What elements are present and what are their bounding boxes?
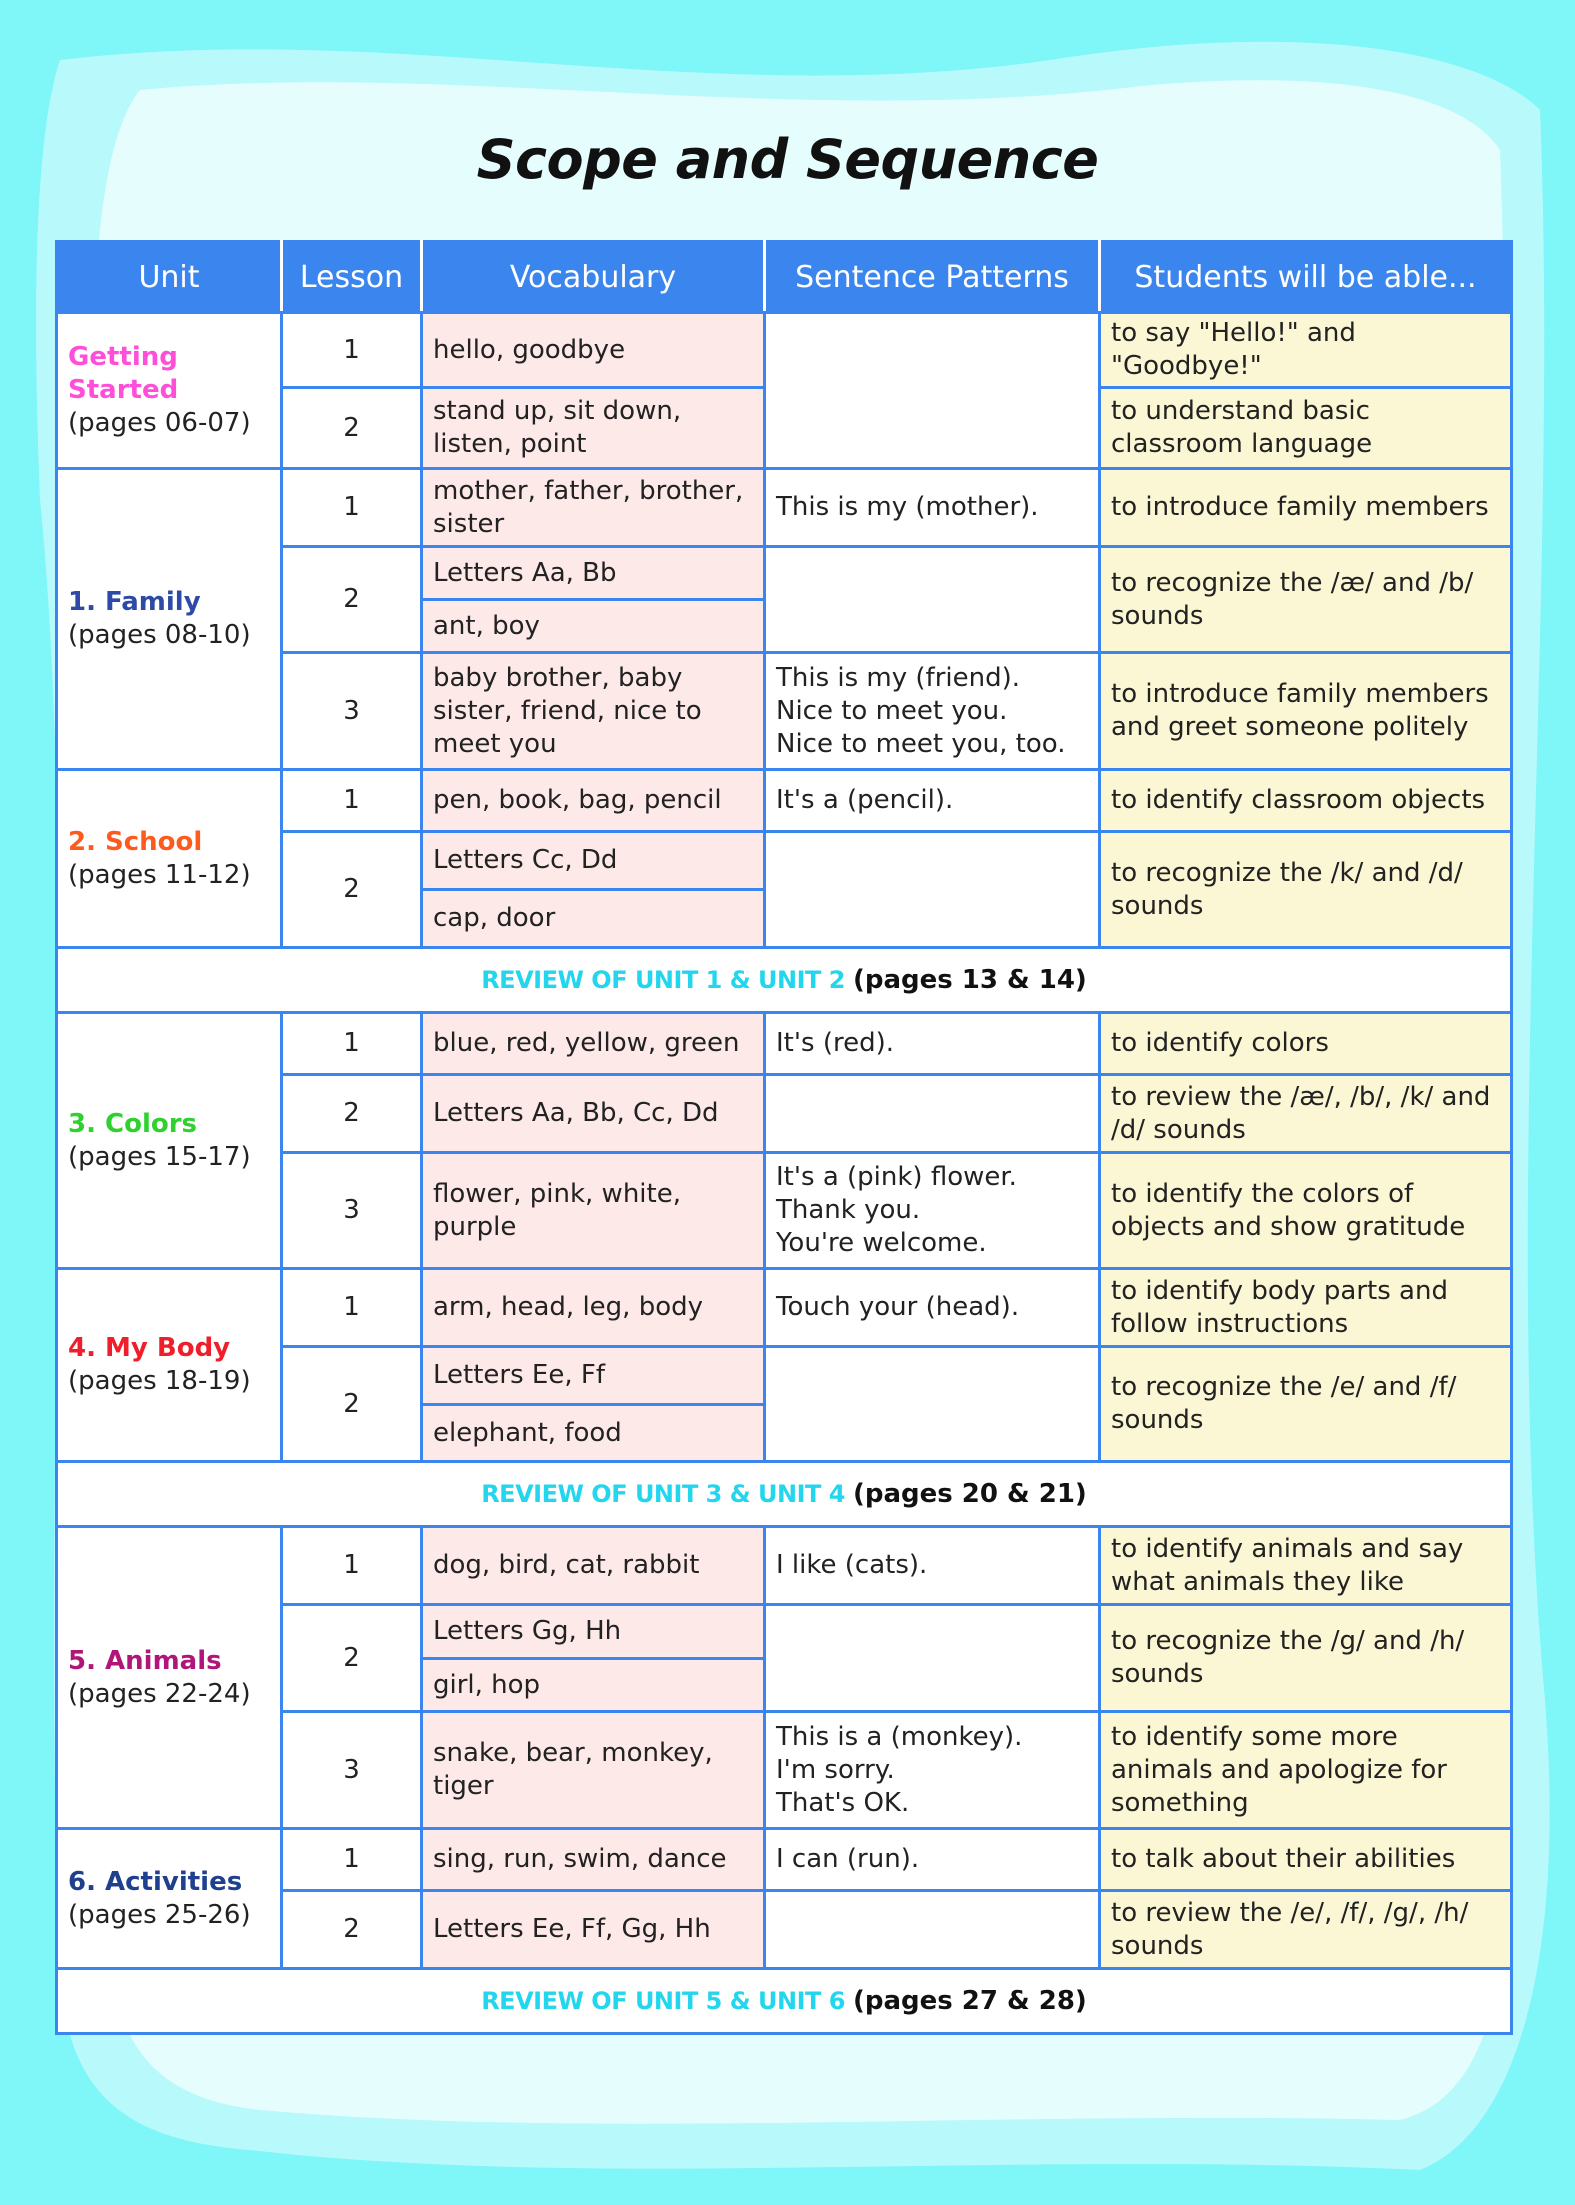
review-pages: (pages 20 & 21) [852,1478,1087,1509]
vocabulary-cell: dog, bird, cat, rabbit [422,1527,765,1605]
lesson-number: 1 [282,469,422,547]
lesson-number: 2 [282,388,422,469]
vocabulary-cell: girl, hop [422,1659,765,1712]
able-cell: to introduce family members [1100,469,1512,547]
able-cell: to identify classroom objects [1100,770,1512,832]
pattern-cell-empty [765,1347,1100,1462]
pattern-cell [765,1269,1100,1347]
lesson-number: 2 [282,1347,422,1462]
unit-pages: (pages 18-19) [68,1366,251,1396]
lesson-number: 2 [282,832,422,948]
unit-name: 6. Activities [68,1866,243,1897]
review-label: REVIEW OF UNIT 5 & UNIT 6 [481,1986,845,2015]
pattern-line: This is a (monkey). [776,1721,1023,1752]
pattern-cell-empty [765,313,1100,469]
table-row [57,469,1512,547]
able-cell: to recognize the /k/ and /d/ sounds [1100,832,1512,948]
lesson-number: 3 [282,1712,422,1829]
pattern-cell-empty [765,1075,1100,1153]
vocabulary-cell: sing, run, swim, dance [422,1829,765,1891]
pattern-line: Thank you. [776,1195,921,1225]
unit-cell-animals [57,1527,282,1829]
lesson-number: 2 [282,547,422,653]
pattern-line: That's OK. [776,1787,910,1818]
table-row [57,1269,1512,1347]
pattern-line: This is my (friend). [776,662,1021,693]
pattern-cell [765,1527,1100,1605]
pattern-cell [765,469,1100,547]
header-lesson: Lesson [282,242,422,313]
review-pages: (pages 27 & 28) [852,1985,1087,2016]
unit-cell-colors [57,1013,282,1269]
pattern-cell [765,1829,1100,1891]
table-row [57,1527,1512,1605]
lesson-number: 1 [282,770,422,832]
pattern-line: I'm sorry. [776,1754,895,1785]
unit-name: 3. Colors [68,1108,198,1139]
header-students-able: Students will be able... [1100,242,1512,313]
vocabulary-cell: Letters Aa, Bb, Cc, Dd [422,1075,765,1153]
review-cell [57,1969,1512,2034]
pattern-cell-empty [765,1891,1100,1969]
page-title: Scope and Sequence [476,128,1099,191]
vocabulary-cell: arm, head, leg, body [422,1269,765,1347]
able-cell: to identify some more animals and apologize for something [1100,1712,1512,1829]
lesson-number: 1 [282,1269,422,1347]
pattern-line: It's a (pink) flower. [776,1162,1017,1192]
lesson-number: 2 [282,1075,422,1153]
vocabulary-cell: Letters Ee, Ff [422,1347,765,1405]
vocabulary-cell: Letters Cc, Dd [422,832,765,890]
review-cell [57,948,1512,1013]
lesson-number: 1 [282,313,422,388]
lesson-number: 3 [282,653,422,770]
able-cell: to recognize the /æ/ and /b/ sounds [1100,547,1512,653]
table-row [57,313,1512,388]
vocabulary-cell: elephant, food [422,1405,765,1462]
vocabulary-cell: flower, pink, white, purple [422,1153,765,1269]
header-vocabulary: Vocabulary [422,242,765,313]
vocabulary-cell: Letters Ee, Ff, Gg, Hh [422,1891,765,1969]
unit-pages: (pages 25-26) [68,1899,251,1930]
pattern-cell [765,653,1100,770]
review-label: REVIEW OF UNIT 1 & UNIT 2 [481,965,845,994]
unit-name: 4. My Body [68,1333,231,1363]
vocabulary-cell: blue, red, yellow, green [422,1013,765,1075]
pattern-line: Nice to meet you. [776,695,1008,726]
able-cell: to recognize the /g/ and /h/ sounds [1100,1605,1512,1712]
unit-pages: (pages 06-07) [68,408,251,438]
unit-pages: (pages 15-17) [68,1141,251,1172]
pattern-cell [765,1153,1100,1269]
scope-sequence-table [55,240,1513,2035]
review-label: REVIEW OF UNIT 3 & UNIT 4 [481,1479,845,1508]
able-cell: to review the /æ/, /b/, /k/ and /d/ sounds [1100,1075,1512,1153]
able-cell: to introduce family members and greet someone politely [1100,653,1512,770]
pattern-line: It's a (pencil). [776,785,954,815]
pattern-line: It's (red). [776,1028,894,1058]
unit-name: 1. Family [68,587,201,617]
vocabulary-cell: Letters Aa, Bb [422,547,765,600]
pattern-cell-empty [765,547,1100,653]
pattern-line: This is my (mother). [776,492,1039,522]
unit-pages: (pages 11-12) [68,859,251,890]
pattern-line: Nice to meet you, too. [776,728,1066,759]
vocabulary-cell: snake, bear, monkey, tiger [422,1712,765,1829]
able-cell: to say "Hello!" and "Goodbye!" [1100,313,1512,388]
unit-cell-activities [57,1829,282,1969]
unit-pages: (pages 22-24) [68,1678,251,1709]
pattern-cell [765,1013,1100,1075]
unit-cell-school [57,770,282,948]
unit-cell-my-body [57,1269,282,1462]
header-row [57,242,1512,313]
lesson-number: 2 [282,1891,422,1969]
able-cell: to review the /e/, /f/, /g/, /h/ sounds [1100,1891,1512,1969]
vocabulary-cell: cap, door [422,890,765,948]
header-sentence-patterns: Sentence Patterns [765,242,1100,313]
able-cell: to identify colors [1100,1013,1512,1075]
able-cell: to identify body parts and follow instructions [1100,1269,1512,1347]
review-row [57,1462,1512,1527]
pattern-line: I can (run). [776,1844,920,1874]
table-row [57,1829,1512,1891]
vocabulary-cell: baby brother, baby sister, friend, nice to meet you [422,653,765,770]
lesson-number: 1 [282,1013,422,1075]
table-row [57,1013,1512,1075]
lesson-number: 1 [282,1829,422,1891]
pattern-line: You're welcome. [776,1228,987,1258]
unit-pages: (pages 08-10) [68,620,251,650]
review-row [57,948,1512,1013]
vocabulary-cell: ant, boy [422,600,765,653]
table-row [57,770,1512,832]
pattern-cell-empty [765,832,1100,948]
able-cell: to recognize the /e/ and /f/ sounds [1100,1347,1512,1462]
unit-name: 5. Animals [68,1645,222,1676]
header-unit: Unit [57,242,282,313]
pattern-cell-empty [765,1605,1100,1712]
lesson-number: 2 [282,1605,422,1712]
pattern-cell [765,770,1100,832]
able-cell: to identify the colors of objects and show gratitude [1100,1153,1512,1269]
pattern-line: Touch your (head). [776,1292,1020,1322]
vocabulary-cell: pen, book, bag, pencil [422,770,765,832]
able-cell: to understand basic classroom language [1100,388,1512,469]
review-row [57,1969,1512,2034]
unit-name: 2. School [68,826,203,857]
able-cell: to talk about their abilities [1100,1829,1512,1891]
vocabulary-cell: stand up, sit down, listen, point [422,388,765,469]
lesson-number: 1 [282,1527,422,1605]
vocabulary-cell: hello, goodbye [422,313,765,388]
vocabulary-cell: mother, father, brother, sister [422,469,765,547]
review-cell [57,1462,1512,1527]
lesson-number: 3 [282,1153,422,1269]
pattern-cell [765,1712,1100,1829]
review-pages: (pages 13 & 14) [852,964,1087,995]
unit-name: Getting Started [68,342,179,405]
pattern-line: I like (cats). [776,1550,928,1580]
vocabulary-cell: Letters Gg, Hh [422,1605,765,1659]
unit-cell-family [57,469,282,770]
able-cell: to identify animals and say what animals they like [1100,1527,1512,1605]
unit-cell-getting-started [57,313,282,469]
